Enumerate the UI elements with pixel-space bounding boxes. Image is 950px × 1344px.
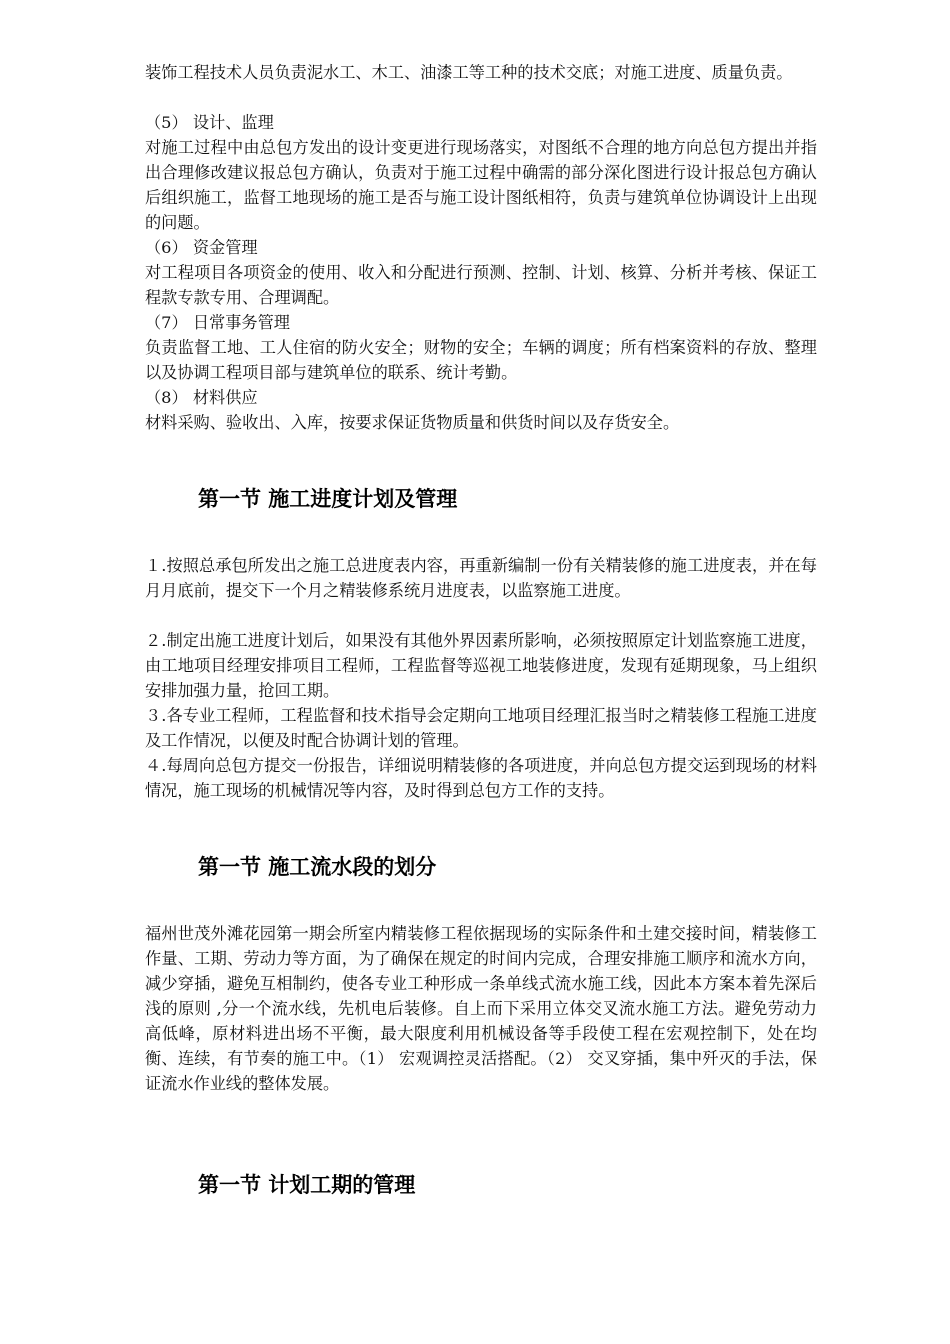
list-item: ２.制定出施工进度计划后，如果没有其他外界因素所影响，必须按照原定计划监察施工进度，由工地项目经理安排项目工程师，工程监督等巡视工地装修进度，发现有延期现象，马上组织安排加强力量，抢回工期。 <box>145 631 817 700</box>
list-item: １.按照总承包所发出之施工总进度表内容，再重新编制一份有关精装修的施工进度表，并在每月月底前，提交下一个月之精装修系统月进度表，以监察施工进度。 <box>145 556 817 600</box>
section-heading-flow-division: 第一节 施工流水段的划分 <box>198 855 437 879</box>
subheading-material-supply: （8） 材料供应 <box>145 388 258 407</box>
section-heading-duration: 第一节 计划工期的管理 <box>198 1173 416 1197</box>
paragraph-material-supply: 材料采购、验收出、入库，按要求保证货物质量和供货时间以及存货安全。 <box>145 413 680 432</box>
subheading-fund-management: （6） 资金管理 <box>145 238 258 257</box>
paragraph-decoration-staff: 装饰工程技术人员负责泥水工、木工、油漆工等工种的技术交底；对施工进度、质量负责。 <box>145 63 793 82</box>
paragraph-flow-division: 福州世茂外滩花园第一期会所室内精装修工程依据现场的实际条件和土建交接时间，精装修工作量、工期、劳动力等方面，为了确保在规定的时间内完成，合理安排施工顺序和流水方向，减少穿插，避免互相制约，使各专业工种形成一条单线式流水施工线，因此本方案本着先深后浅的原则 ,分一个流水线，先机电后装修。自上而下采用立体交叉流水施工方法。避免劳动力高低峰，原材料进出场不平衡，最大限度利用机械设备等手段使工程在宏观控制下，处在均衡、连续，有节奏的施工中。（1） 宏观调控灵活搭配。（2） 交叉穿插，集中歼灭的手法，保证流水作业线的整体发展。 <box>145 924 817 1093</box>
subheading-design-supervision: （5） 设计、监理 <box>145 113 274 132</box>
subheading-daily-affairs: （7） 日常事务管理 <box>145 313 290 332</box>
list-item: ４.每周向总包方提交一份报告，详细说明精装修的各项进度，并向总包方提交运到现场的材料情况，施工现场的机械情况等内容，及时得到总包方工作的支持。 <box>145 756 817 800</box>
paragraph-daily-affairs: 负责监督工地、工人住宿的防火安全；财物的安全；车辆的调度；所有档案资料的存放、整理以及协调工程项目部与建筑单位的联系、统计考勤。 <box>145 338 817 382</box>
paragraph-fund-management: 对工程项目各项资金的使用、收入和分配进行预测、控制、计划、核算、分析并考核、保证工程款专款专用、合理调配。 <box>145 263 817 307</box>
paragraph-design-supervision: 对施工过程中由总包方发出的设计变更进行现场落实，对图纸不合理的地方向总包方提出并指出合理修改建议报总包方确认，负责对于施工过程中确需的部分深化图进行设计报总包方确认后组织施工，监督工地现场的施工是否与施工设计图纸相符，负责与建筑单位协调设计上出现的问题。 <box>145 138 817 232</box>
section-heading-schedule: 第一节 施工进度计划及管理 <box>198 487 458 511</box>
list-item: ３.各专业工程师，工程监督和技术指导会定期向工地项目经理汇报当时之精装修工程施工进度及工作情况，以便及时配合协调计划的管理。 <box>145 706 817 750</box>
